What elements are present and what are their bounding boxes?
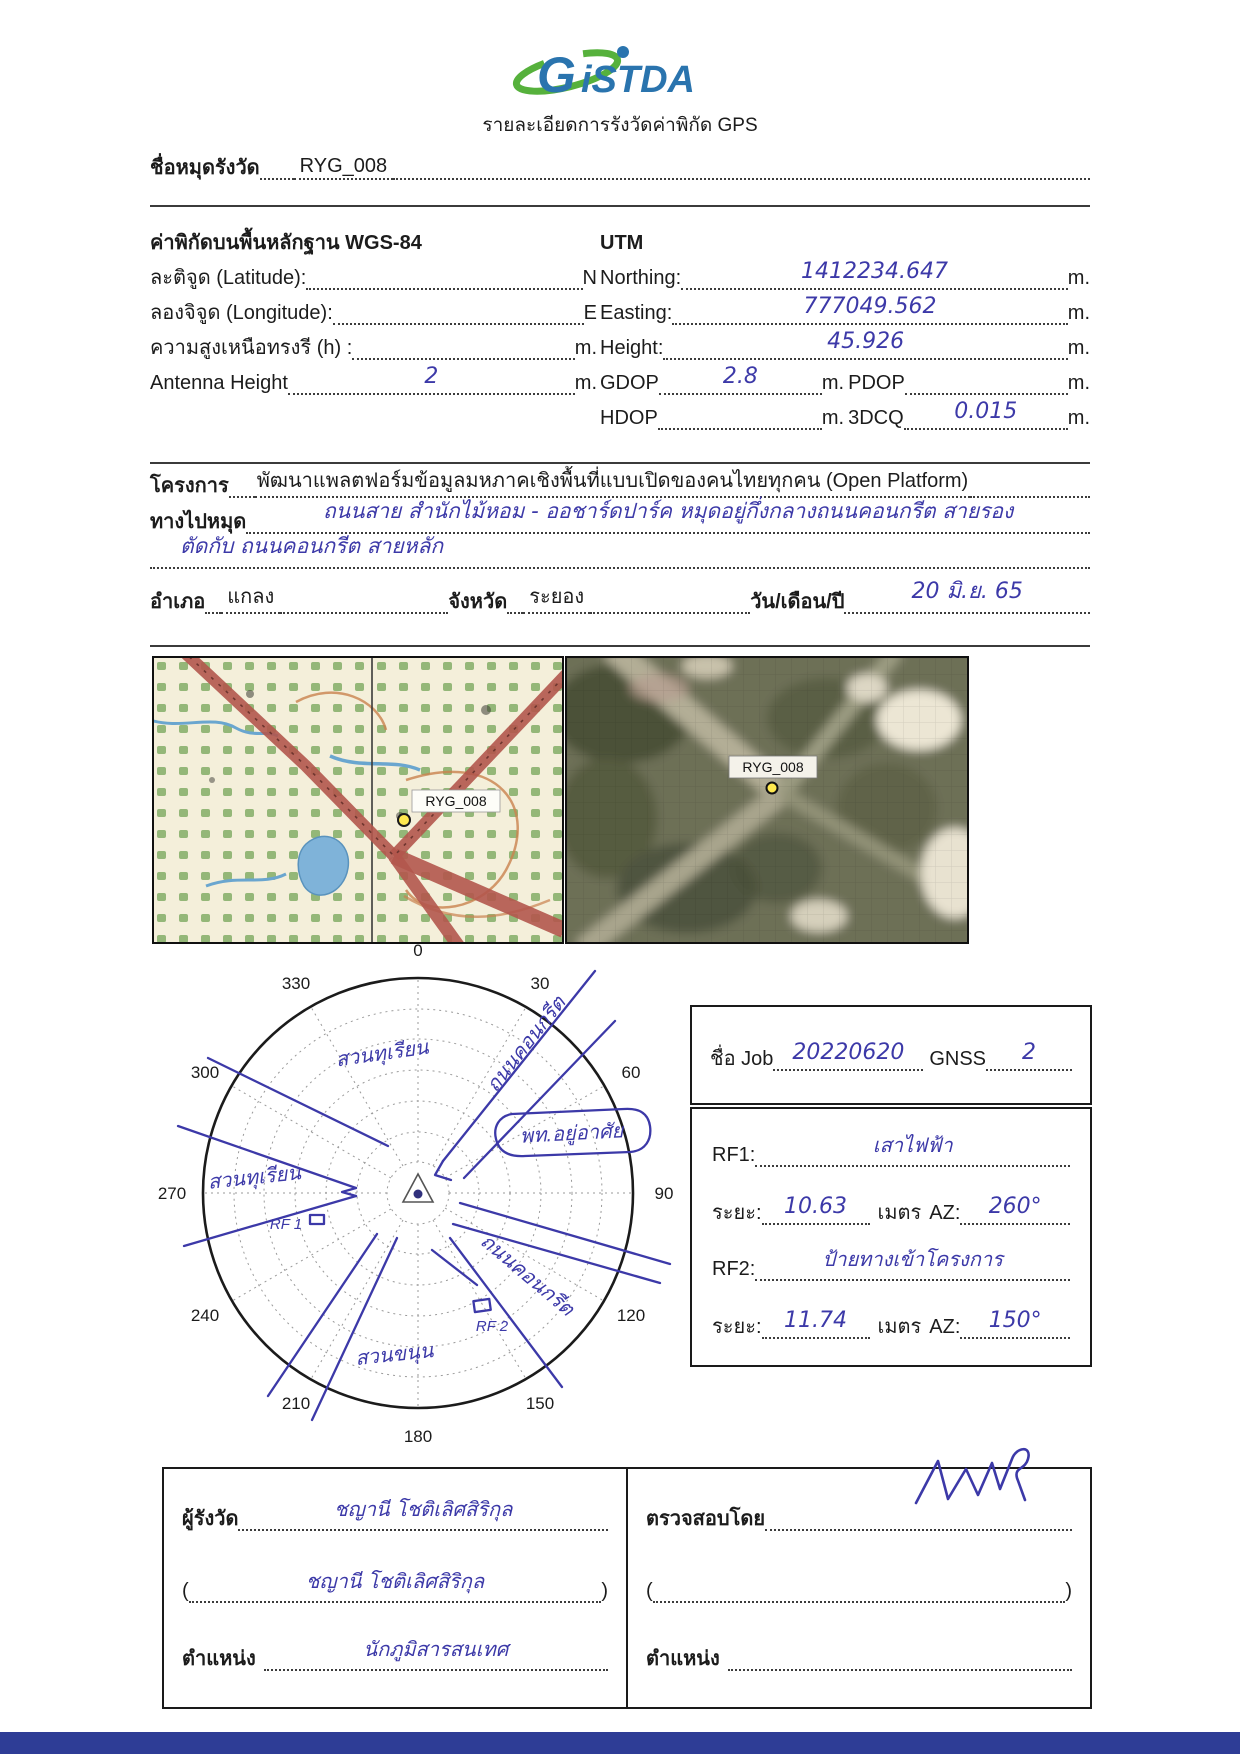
marker-label: RYG_008 — [425, 793, 487, 809]
job-row — [710, 1040, 1072, 1071]
gistda-logo — [505, 42, 735, 106]
directions-line1: ถนนสาย สำนักไม้หอม - ออชาร์ดปาร์ค หมุดอยู่กึ่งกลางถนนคอนกรีต สายรอง — [322, 499, 1014, 523]
surveyor-position-field — [264, 1637, 608, 1671]
station-name-label: ชื่อหมุดรังวัด — [150, 157, 260, 179]
divider-line — [150, 645, 1090, 647]
rf1-label: RF1: — [712, 1144, 756, 1166]
province-value: ระยอง — [523, 586, 590, 614]
directions-label: ทางไปหมุด — [150, 511, 247, 533]
utm-height-label: Height: — [600, 337, 664, 359]
annotation-left-orchard: สวนทุเรียน — [206, 1162, 302, 1194]
degree-label: 60 — [621, 1063, 641, 1082]
utm-height-suffix: m. — [1067, 337, 1090, 359]
degree-label: 30 — [530, 974, 550, 993]
surveyor-position: นักภูมิสารสนเทศ — [363, 1637, 509, 1661]
utm-height-row — [600, 325, 1090, 360]
gdop-value: 2.8 — [722, 364, 758, 389]
marker-label: RYG_008 — [742, 759, 804, 775]
gdop-pdop-row — [600, 360, 1090, 395]
checker-paren-row — [646, 1575, 1072, 1603]
rf-box — [690, 1107, 1092, 1367]
date-value: 20 มิ.ย. 65 — [911, 579, 1023, 604]
directions-line2: ตัดกับ ถนนคอนกรีต สายหลัก — [180, 534, 444, 558]
gnss-label: GNSS — [929, 1048, 986, 1070]
date-label: วัน/เดือน/ปี — [750, 591, 845, 613]
paren-close: ) — [1065, 1580, 1072, 1602]
annotation-residential: พท.อยู่อาศัย — [519, 1120, 624, 1148]
antenna-height-value: 2 — [424, 364, 439, 389]
station-name-value: RYG_008 — [294, 152, 393, 180]
rf2-row — [712, 1247, 1070, 1281]
range2-value: 11.74 — [784, 1308, 848, 1333]
degree-label: 330 — [281, 974, 311, 993]
divider-line — [150, 205, 1090, 207]
footer-blue-bar — [0, 1732, 1240, 1754]
dotted-leader — [507, 586, 523, 614]
project-label: โครงการ — [150, 475, 229, 497]
northing-label: Northing: — [600, 267, 682, 289]
gistda-logo-graphic — [505, 42, 735, 106]
longitude-field — [333, 297, 584, 325]
hdop-3dcq-row — [600, 395, 1090, 430]
northing-suffix: m. — [1067, 267, 1090, 289]
antenna-height-suffix: m. — [574, 372, 597, 394]
directions-row-2 — [150, 534, 1090, 569]
range1-field — [762, 1194, 870, 1225]
project-value: พัฒนาแพลตฟอร์มข้อมูลมหภาคเชิงพื้นที่แบบเปิดของคนไทยทุกคน (Open Platform) — [255, 470, 971, 498]
dotted-leader — [229, 470, 255, 498]
latitude-suffix: N — [582, 267, 597, 289]
station-name-row — [150, 152, 1090, 180]
pdop-field — [905, 367, 1068, 395]
rf2-field — [755, 1247, 1070, 1281]
surveyor-position-row — [182, 1637, 608, 1671]
directions-field-2 — [150, 534, 1090, 569]
longitude-label: ลองจิจูด (Longitude): — [150, 302, 333, 324]
northing-row — [600, 255, 1090, 290]
dcq-suffix: m. — [1067, 407, 1090, 429]
pixelation-overlay — [567, 658, 967, 942]
logo-i-dot — [617, 46, 629, 58]
utm-title: UTM — [600, 232, 644, 254]
gdop-field — [659, 364, 822, 395]
logo-text-g: G — [537, 47, 576, 103]
easting-label: Easting: — [600, 302, 673, 324]
checker-cell — [628, 1469, 1090, 1707]
rf1-row — [712, 1133, 1070, 1167]
degree-label: 150 — [525, 1394, 555, 1413]
surveyor-name-paren: ชญานี โชติเลิศสิริกุล — [305, 1569, 485, 1593]
rf2-value: ป้ายทางเข้าโครงการ — [822, 1247, 1003, 1271]
hdop-label: HDOP — [600, 407, 658, 429]
range2-label: ระยะ: — [712, 1316, 762, 1338]
degree-label: 240 — [190, 1306, 220, 1325]
paren-open: ( — [182, 1580, 189, 1602]
az2-label: AZ: — [929, 1316, 961, 1338]
utm-section — [600, 220, 1090, 430]
surveyor-label: ผู้รังวัด — [182, 1508, 239, 1530]
antenna-height-row — [150, 360, 597, 395]
district-label: อำเภอ — [150, 591, 206, 613]
pdop-suffix: m. — [1067, 372, 1090, 394]
easting-field — [672, 294, 1068, 325]
province-label: จังหวัด — [448, 591, 508, 613]
dotted-leader — [280, 586, 448, 614]
range2-field — [762, 1308, 870, 1339]
degree-label: 0 — [413, 941, 423, 960]
paren-open: ( — [646, 1580, 653, 1602]
survey-marker-icon — [767, 783, 778, 794]
topographic-map — [152, 656, 564, 944]
pdop-label: PDOP — [848, 372, 905, 394]
gnss-value: 2 — [1022, 1040, 1036, 1065]
ellipsoid-height-field — [352, 332, 575, 360]
degree-label: 90 — [654, 1184, 674, 1203]
rf2-square-icon — [473, 1299, 490, 1312]
annotation-top-orchard: สวนทุเรียน — [334, 1036, 430, 1072]
hdop-suffix: m. — [821, 407, 845, 429]
wgs84-title: ค่าพิกัดบนพื้นหลักฐาน WGS-84 — [150, 232, 422, 254]
range2-row — [712, 1308, 1070, 1339]
hdop-field — [658, 402, 822, 430]
surveyor-row — [182, 1497, 608, 1531]
surveyor-field — [238, 1497, 608, 1531]
logo-text-rest: iSTDA — [581, 59, 695, 101]
checker-label: ตรวจสอบโดย — [646, 1508, 766, 1530]
rf2-label: RF2: — [712, 1258, 756, 1280]
annotation-rf2: RF 2 — [475, 1318, 509, 1335]
station-center-dot — [414, 1190, 423, 1199]
utm-height-value: 45.926 — [827, 329, 905, 354]
easting-suffix: m. — [1067, 302, 1090, 324]
checker-field — [765, 1503, 1072, 1531]
dcq-value: 0.015 — [954, 399, 1018, 424]
gnss-field — [986, 1040, 1072, 1071]
ellipsoid-height-suffix: m. — [574, 337, 597, 359]
ellipsoid-height-label: ความสูงเหนือทรงรี (h) : — [150, 337, 353, 359]
checker-paren-field — [653, 1575, 1066, 1603]
antenna-height-label: Antenna Height — [150, 372, 288, 394]
checker-row — [646, 1503, 1072, 1531]
wgs84-section — [150, 220, 597, 395]
annotation-bottom-orchard: สวนขนุน — [354, 1340, 435, 1371]
topographic-map-image — [154, 658, 562, 942]
obstruction-skyplot — [148, 928, 688, 1468]
latitude-field — [306, 262, 582, 290]
paren-close: ) — [601, 1580, 608, 1602]
position-label: ตำแหน่ง — [646, 1648, 720, 1670]
az2-field — [960, 1308, 1070, 1339]
satellite-map — [565, 656, 969, 944]
antenna-height-field — [288, 364, 575, 395]
rf1-square-icon — [310, 1215, 324, 1224]
az1-label: AZ: — [929, 1202, 961, 1224]
latitude-label: ละติจูด (Latitude): — [150, 267, 307, 289]
range1-row — [712, 1194, 1070, 1225]
dotted-leader — [260, 152, 294, 180]
project-row — [150, 470, 1090, 498]
easting-row — [600, 290, 1090, 325]
position-label: ตำแหน่ง — [182, 1648, 256, 1670]
az1-field — [960, 1194, 1070, 1225]
dcq-label: 3DCQ — [848, 407, 904, 429]
survey-marker-icon — [398, 814, 410, 826]
annotation-se-road: ถนนคอนกรีต — [475, 1230, 578, 1321]
degree-label: 270 — [157, 1184, 187, 1203]
dcq-field — [904, 399, 1068, 430]
degree-label: 120 — [616, 1306, 646, 1325]
az2-value: 150° — [988, 1308, 1042, 1333]
surveyor-name: ชญานี โชติเลิศสิริกุล — [334, 1497, 513, 1521]
rf1-field — [755, 1133, 1070, 1167]
degree-label: 210 — [281, 1394, 311, 1413]
date-field — [844, 579, 1090, 614]
location-row — [150, 579, 1090, 614]
dotted-leader — [590, 586, 750, 614]
az1-value: 260° — [988, 1194, 1042, 1219]
longitude-suffix: E — [583, 302, 597, 324]
degree-label: 180 — [403, 1427, 433, 1446]
meters2-label: เมตร — [877, 1316, 922, 1338]
northing-field — [681, 259, 1068, 290]
annotation-ne-road: ถนนคอนกรีต — [482, 992, 571, 1097]
dotted-leader — [393, 152, 1090, 180]
signature-table — [162, 1467, 1092, 1709]
dotted-leader — [205, 586, 221, 614]
form-subtitle: รายละเอียดการรังวัดค่าพิกัด GPS — [482, 115, 758, 136]
ellipsoid-height-row — [150, 325, 597, 360]
gdop-suffix: m. — [821, 372, 845, 394]
job-box — [690, 1005, 1092, 1105]
degree-label: 300 — [190, 1063, 220, 1082]
skyplot-graphic — [148, 928, 688, 1468]
longitude-row — [150, 290, 597, 325]
dotted-leader — [970, 470, 1090, 498]
range1-value: 10.63 — [784, 1194, 848, 1219]
easting-value: 777049.562 — [803, 294, 937, 319]
surveyor-paren-field — [189, 1569, 602, 1603]
checker-position-field — [728, 1643, 1072, 1671]
checker-position-row — [646, 1643, 1072, 1671]
range1-label: ระยะ: — [712, 1202, 762, 1224]
gdop-label: GDOP — [600, 372, 659, 394]
latitude-row — [150, 255, 597, 290]
job-label: ชื่อ Job — [710, 1048, 774, 1070]
meters1-label: เมตร — [877, 1202, 922, 1224]
surveyor-paren-row — [182, 1569, 608, 1603]
utm-height-field — [663, 329, 1067, 360]
district-value: แกลง — [221, 586, 280, 614]
job-field — [773, 1040, 923, 1071]
job-value: 20220620 — [792, 1040, 905, 1065]
rf1-value: เสาไฟฟ้า — [872, 1133, 953, 1157]
annotation-rf1: RF 1 — [269, 1216, 303, 1233]
satellite-map-image — [567, 658, 967, 942]
northing-value: 1412234.647 — [800, 259, 948, 284]
surveyor-cell — [164, 1469, 628, 1707]
